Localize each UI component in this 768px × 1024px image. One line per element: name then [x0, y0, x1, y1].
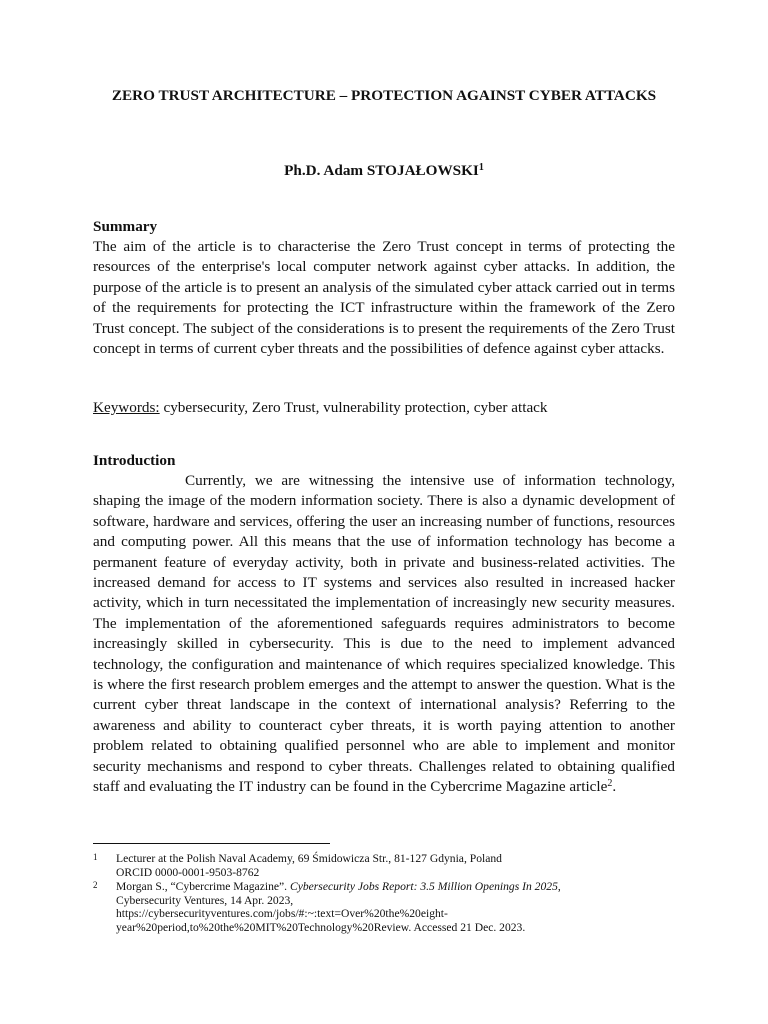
author-footnote-ref[interactable]: 1 — [478, 162, 484, 173]
footnote-body — [116, 852, 683, 879]
summary-text: The aim of the article is to characterise the Zero Trust concept in terms of protecting the resources of the enterprise's local computer network against cyber attacks. In addition, the purpose of the article is to present an analysis of the simulated cyber attack carried out in terms of the requirements for protecting the ICT infrastructure within the framework of the Zero Trust concept. The subject of the considerations is to present the requirements of the Zero Trust concept in terms of current cyber threats and the possibilities of defence against cyber attacks. — [93, 238, 675, 358]
introduction-text — [93, 471, 675, 798]
footnote-2 — [93, 880, 683, 935]
author-name: Ph.D. Adam STOJAŁOWSKI — [284, 162, 479, 179]
footnote-number: 2 — [93, 880, 98, 890]
keywords-line — [93, 398, 675, 418]
summary-heading: Summary — [93, 218, 158, 235]
article-title: ZERO TRUST ARCHITECTURE – PROTECTION AGAINST CYBER ATTACKS — [111, 87, 657, 104]
introduction-footnote-ref[interactable]: 2 — [607, 778, 613, 790]
footnote-1 — [93, 852, 683, 879]
footnote-orcid: ORCID 0000-0001-9503-8762 — [116, 865, 260, 879]
introduction-body: Currently, we are witnessing the intensive use of information technology, shaping the image of the modern information society. There is also a dynamic development of software, hardware and services, offering the user an increasing number of functions, resources and computing power. All this means that the use of information technology has become a permanent feature of everyday activity, both in private and business-related activities. The increased demand for access to IT systems and services also resulted in increased hacker activity, which in turn necessitated the implementation of increasingly new security measures. The implementation of the aforementioned safeguards requires administrators to become increasingly skilled in cybersecurity. This is due to the need to implement advanced technology, the configuration and maintenance of which requires specialized knowledge. This is where the first research problem emerges and the attempt to answer the question. What is the current cyber threat landscape in the context of international analysis? Referring to the awareness and ability to counteract cyber threats, it is worth paying attention to another problem related to obtaining qualified personnel who are able to implement and monitor security mechanisms and respond to cyber threats. Challenges related to obtaining qualified staff and evaluating the IT industry can be found in the Cybercrime Magazine article — [93, 472, 675, 796]
keywords-label: Keywords: — [93, 399, 160, 416]
introduction-end: . — [612, 778, 617, 796]
footnote-citation-title: Cybersecurity Jobs Report: 3.5 Million Openings In 2025 — [289, 880, 558, 893]
footnote-separator — [93, 843, 330, 844]
author-line — [93, 162, 675, 180]
footnote-citation-prefix: Morgan S., “Cybercrime Magazine”. — [116, 880, 290, 893]
introduction-heading: Introduction — [93, 452, 176, 469]
footnote-citation-suffix[interactable]: , Cybersecurity Ventures, 14 Apr. 2023, https://cybersecurityventures.com/jobs/#:~:text=Over%20the%20eight-year%20period,to%20the%20MIT%20Technology%20Review. Accessed 21 Dec. 2023. — [116, 880, 561, 935]
footnote-line: Lecturer at the Polish Naval Academy, 69 Śmidowicza Str., 81-127 Gdynia, Poland — [116, 852, 502, 865]
footnote-number: 1 — [93, 852, 98, 862]
footnote-body — [116, 880, 616, 935]
keywords-list: cybersecurity, Zero Trust, vulnerability protection, cyber attack — [159, 399, 548, 416]
